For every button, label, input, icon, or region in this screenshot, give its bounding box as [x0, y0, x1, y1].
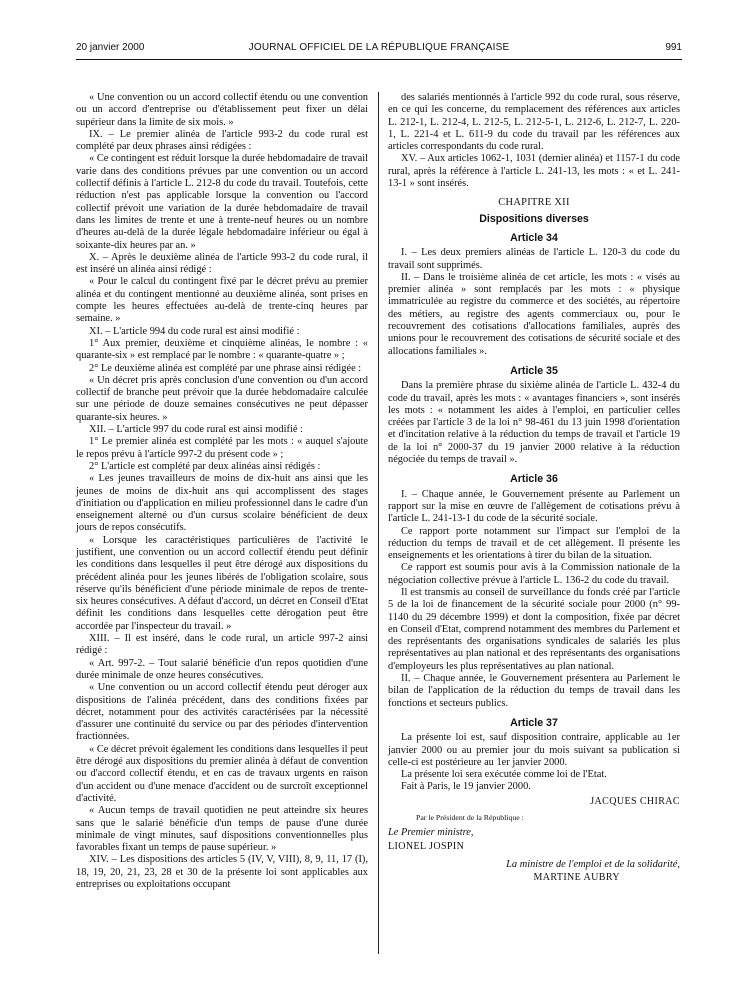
paragraph: « Les jeunes travailleurs de moins de dix-huit ans ainsi que les jeunes de moins de dix-huit ans qui accomplissent des stages d'initiation ou d'application en milieu professionnel dans le cadre d'un enseignement alterné ou d'un cursus scolaire bénéficient de deux jours de repos consécutifs.: [76, 473, 368, 534]
paragraph: Fait à Paris, le 19 janvier 2000.: [401, 781, 531, 793]
paragraph: XII. – L'article 997 du code rural est ainsi modifié :: [89, 424, 303, 436]
paragraph: 2° Le deuxième alinéa est complété par une phrase ainsi rédigée :: [89, 362, 362, 374]
header-date: 20 janvier 2000: [76, 42, 145, 53]
paragraph: « Une convention ou un accord collectif étendu ou une convention ou un accord d'entreprise ou d'établissement peut fixer un délai supérieur dans la limite de six mois. »: [76, 92, 368, 128]
minister-name: MARTINE AUBRY: [533, 872, 620, 884]
paragraph: II. – Dans le troisième alinéa de cet article, les mots : « visés au premier alinéa » sont remplacés par les mots : « physique immatriculée au registre du commerce et des sociétés, au répertoire des métiers, au registre des agents commerciaux ou, pour le recouvrement des cotisations d'allocations familiales, auprès des unions pour le recouvrement des cotisations de sécurité sociale et des allocations familiales ».: [388, 271, 680, 357]
paragraph: « Aucun temps de travail quotidien ne peut atteindre six heures sans que le salarié bénéficie d'un temps de pause d'une durée minimale de vingt minutes, sauf dispositions conventionnelles plus favorables fixant un temps de pause supérieur. »: [76, 805, 368, 854]
chapter-label: CHAPITRE XII: [498, 197, 570, 209]
paragraph: IX. – Le premier alinéa de l'article 993-2 du code rural est complété par deux phrases ainsi rédigées :: [76, 128, 368, 153]
paragraph: I. – Les deux premiers alinéas de l'article L. 120-3 du code du travail sont supprimés.: [388, 247, 680, 271]
chapter-title: Dispositions diverses: [479, 212, 589, 225]
prime-minister-name: LIONEL JOSPIN: [388, 840, 465, 852]
left-column: [76, 92, 368, 891]
paragraph: La présente loi sera exécutée comme loi de l'Etat.: [401, 769, 607, 781]
paragraph: XV. – Aux articles 1062-1, 1031 (dernier alinéa) et 1157-1 du code rural, après la référence à l'article L. 241-13, les mots : « et L. 241-13-1 » sont insérés.: [388, 153, 680, 190]
paragraph: « Ce contingent est réduit lorsque la durée hebdomadaire de travail varie dans des conditions prévues par une convention ou un accord collectif définis à l'article L. 212-8 du code du travail. Toutefois, cette réduction n'est pas applicable lorsque la convention ou l'accord collectif prévoit une variation de la durée hebdomadaire de travail dans les limites de trente et une à trente-neuf heures ou un nombre d'heures au-delà de la durée légale hebdomadaire inférieur ou égal à soixante-dix heures par an. »: [76, 153, 368, 251]
paragraph: 1° Le premier alinéa est complété par les mots : « auquel s'ajoute le repos prévu à l'article 997-2 du présent code » ;: [76, 436, 368, 460]
paragraph: 2° L'article est complété par deux alinéas ainsi rédigés :: [89, 460, 321, 472]
paragraph: « Lorsque les caractéristiques particulières de l'activité le justifient, une convention ou un accord collectif étendu peut définir les conditions dans lesquelles il peut être dérogé aux dispositions du précédent alinéa pour les jeunes libérés de l'obligation scolaire, sous réserve qu'ils bénéficient d'une période minimale de repos de trente-six heures consécutives. A défaut d'accord, un décret en Conseil d'Etat définit les conditions dans lesquelles cette dérogation peut être accordée par l'inspecteur du travail. »: [76, 534, 368, 632]
right-column: [388, 92, 680, 885]
paragraph: des salariés mentionnés à l'article 992 du code rural, sous réserve, en ce qui les concerne, du remplacement des références aux articles L. 212-1, L. 212-4, L. 212-5, L. 212-5-1, L. 212-6, L. 212-7, L. 220-1, L. 221-4 et L. 611-9 du code du travail par les références aux articles correspondants du code rural.: [388, 92, 680, 153]
header-rule: [76, 59, 682, 60]
by-president-label: Par le Président de la République :: [416, 813, 524, 823]
paragraph: Il est transmis au conseil de surveillance du fonds créé par l'article 5 de la loi de financement de la sécurité sociale pour 2000 (n° 99-1140 du 29 décembre 1999) et dont la composition, fixée par décret en Conseil d'Etat, comprend notamment des membres du Parlement et des représentants des organisations syndicales de salariés les plus représentatives au plan national et des représentants des organisations d'employeurs les plus représentatives au plan national.: [388, 586, 680, 672]
paragraph: Ce rapport est soumis pour avis à la Commission nationale de la négociation collective prévue à l'article L. 136-2 du code du travail.: [388, 562, 680, 586]
prime-minister-title: Le Premier ministre,: [388, 827, 474, 839]
paragraph: I. – Chaque année, le Gouvernement présente au Parlement un rapport sur la mise en œuvre de l'allègement de cotisations prévu à l'article L. 241-13-1 du code de la sécurité sociale.: [388, 488, 680, 525]
paragraph: Ce rapport porte notamment sur l'impact sur l'emploi de la réduction du temps de travail et de cet allègement. Il présente les enseignements et les orientations à tirer du bilan de la situation.: [388, 525, 680, 562]
paragraph: Dans la première phrase du sixième alinéa de l'article L. 432-4 du code du travail, après les mots : « avantages financiers », sont insérés les mots : « notamment les aides à l'emploi, en particulier celles créées par l'article 3 de la loi n° 98-461 du 13 juin 1998 d'orientation et d'incitation relative à la réduction du temps de travail et l'article 19 de la loi n° 2000-37 du 19 janvier 2000 relative à la réduction négociée du temps de travail ».: [388, 380, 680, 466]
signatory-president: JACQUES CHIRAC: [590, 795, 680, 807]
article-heading: Article 36: [510, 473, 558, 486]
paragraph: X. – Après le deuxième alinéa de l'article 993-2 du code rural, il est inséré un alinéa ainsi rédigé :: [76, 251, 368, 276]
paragraph: II. – Chaque année, le Gouvernement présentera au Parlement le bilan de l'application de la réduction du temps de travail dans les fonctions et secteurs publics.: [388, 673, 680, 709]
paragraph: « Une convention ou un accord collectif étendu peut déroger aux dispositions de l'alinéa précédent, dans des conditions fixées par décret, notamment pour des activités caractérisées par la nécessité d'assurer une continuité du service ou par des périodes d'intervention fractionnées.: [76, 682, 368, 743]
paragraph: « Art. 997-2. – Tout salarié bénéficie d'un repos quotidien d'une durée minimale de onze heures consécutives.: [76, 657, 368, 681]
article-heading: Article 34: [510, 231, 558, 244]
paragraph: « Pour le calcul du contingent fixé par le décret prévu au premier alinéa et du contingent mentionné au deuxième alinéa, sont prises en compte les heures effectuées au-delà de trente-cinq heures par semaine. »: [76, 276, 368, 325]
paragraph: « Un décret pris après conclusion d'une convention ou d'un accord collectif de branche peut prévoir que la durée hebdomadaire calculée sur une période de douze semaines consécutives ne peut dépasser quarante-six heures. »: [76, 374, 368, 423]
paragraph: 1° Aux premier, deuxième et cinquième alinéas, le nombre : « quarante-six » est remplacé par le nombre : « quarante-quatre » ;: [76, 337, 368, 362]
column-separator: [378, 92, 379, 954]
journal-title: JOURNAL OFFICIEL DE LA RÉPUBLIQUE FRANÇAISE: [248, 42, 510, 53]
minister-title: La ministre de l'emploi et de la solidarité,: [506, 858, 680, 870]
article-heading: Article 37: [510, 716, 558, 729]
page-header: [76, 42, 682, 58]
paragraph: XIV. – Les dispositions des articles 5 (IV, V, VIII), 8, 9, 11, 17 (I), 18, 19, 20, 21, 23, 28 et 30 de la présente loi sont applicables aux entreprises ou exploitations occupant: [76, 854, 368, 890]
paragraph: XIII. – Il est inséré, dans le code rural, un article 997-2 ainsi rédigé :: [76, 633, 368, 657]
paragraph: La présente loi est, sauf disposition contraire, applicable au 1er janvier 2000 ou au premier jour du mois suivant sa publication si celle-ci est postérieure au 1er janvier 2000.: [388, 732, 680, 768]
paragraph: « Ce décret prévoit également les conditions dans lesquelles il peut être dérogé aux dispositions du premier alinéa à défaut de convention ou d'accord collectif étendu, et en cas de travaux urgents en raison d'un accident ou d'une menace d'accident ou de surcroît exceptionnel d'activité.: [76, 743, 368, 804]
paragraph: XI. – L'article 994 du code rural est ainsi modifié :: [89, 325, 300, 337]
page-number: 991: [665, 42, 682, 53]
article-heading: Article 35: [510, 364, 558, 377]
